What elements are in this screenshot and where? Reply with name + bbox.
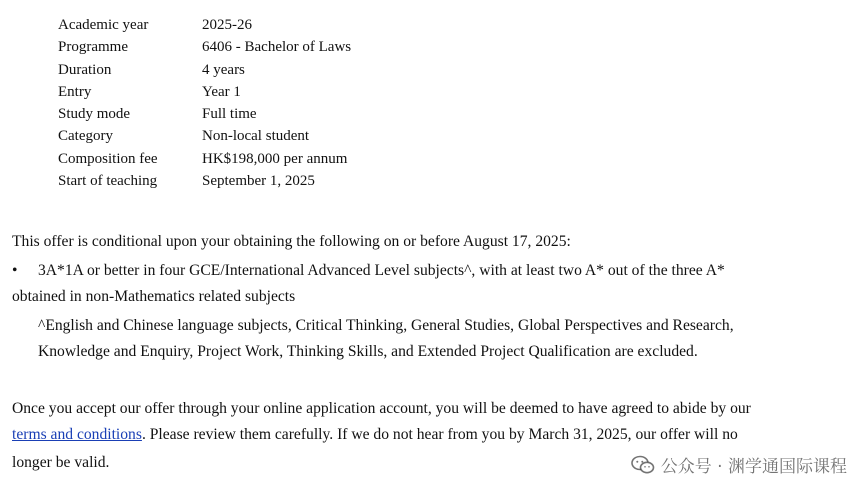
programme-details-table [58, 14, 351, 192]
detail-row-study-mode [58, 103, 351, 125]
condition-intro: This offer is conditional upon your obtaining the following on or before August 17, 2025: [12, 233, 571, 250]
exclusion-note-line-1: ^English and Chinese language subjects, Critical Thinking, General Studies, Global Perspectives and Research, [38, 317, 734, 334]
detail-label: Start of teaching [58, 173, 158, 190]
detail-value: September 1, 2025 [202, 173, 315, 190]
bullet-symbol: • [12, 262, 18, 279]
detail-row-programme [58, 36, 351, 58]
detail-value: HK$198,000 per annum [202, 150, 348, 167]
detail-value: 2025-26 [202, 17, 252, 33]
detail-label: Academic year [58, 17, 149, 33]
detail-row-entry [58, 81, 351, 103]
detail-value: Non-local student [202, 128, 310, 145]
acceptance-line-2-text: . Please review them carefully. If we do not hear from you by March 31, 2025, our offer will no [141, 426, 738, 443]
wechat-watermark [631, 452, 847, 477]
acceptance-line-3: longer be valid. [12, 454, 110, 471]
detail-row-start-of-teaching [58, 170, 351, 192]
condition-bullet-continuation: obtained in non-Mathematics related subjects [12, 288, 296, 305]
condition-bullet [12, 258, 725, 284]
watermark-text: 公众号 · 渊学通国际课程 [660, 457, 847, 477]
condition-bullet-text: 3A*1A or better in four GCE/International Advanced Level subjects^, with at least two A* out of the three A* [38, 262, 725, 279]
detail-label: Programme [58, 39, 128, 56]
detail-row-category [58, 125, 351, 147]
detail-label: Category [58, 128, 113, 145]
acceptance-line-2 [12, 422, 738, 448]
detail-value: Year 1 [202, 83, 241, 100]
detail-row-duration [58, 59, 351, 81]
detail-label: Duration [58, 61, 112, 78]
detail-label: Entry [58, 83, 92, 100]
detail-row-academic-year [58, 14, 351, 36]
wechat-icon [631, 455, 655, 475]
detail-label: Study mode [58, 106, 131, 123]
terms-and-conditions-link[interactable]: terms and conditions [12, 426, 142, 443]
acceptance-line-1: Once you accept our offer through your online application account, you will be deemed to have agreed to abide by our [12, 400, 751, 417]
detail-value: 4 years [202, 61, 245, 78]
exclusion-note-line-2: Knowledge and Enquiry, Project Work, Thinking Skills, and Extended Project Qualification are excluded. [38, 343, 698, 360]
detail-row-composition-fee [58, 148, 351, 170]
detail-value: Full time [202, 106, 257, 123]
detail-label: Composition fee [58, 150, 158, 167]
detail-value: 6406 - Bachelor of Laws [202, 39, 352, 56]
